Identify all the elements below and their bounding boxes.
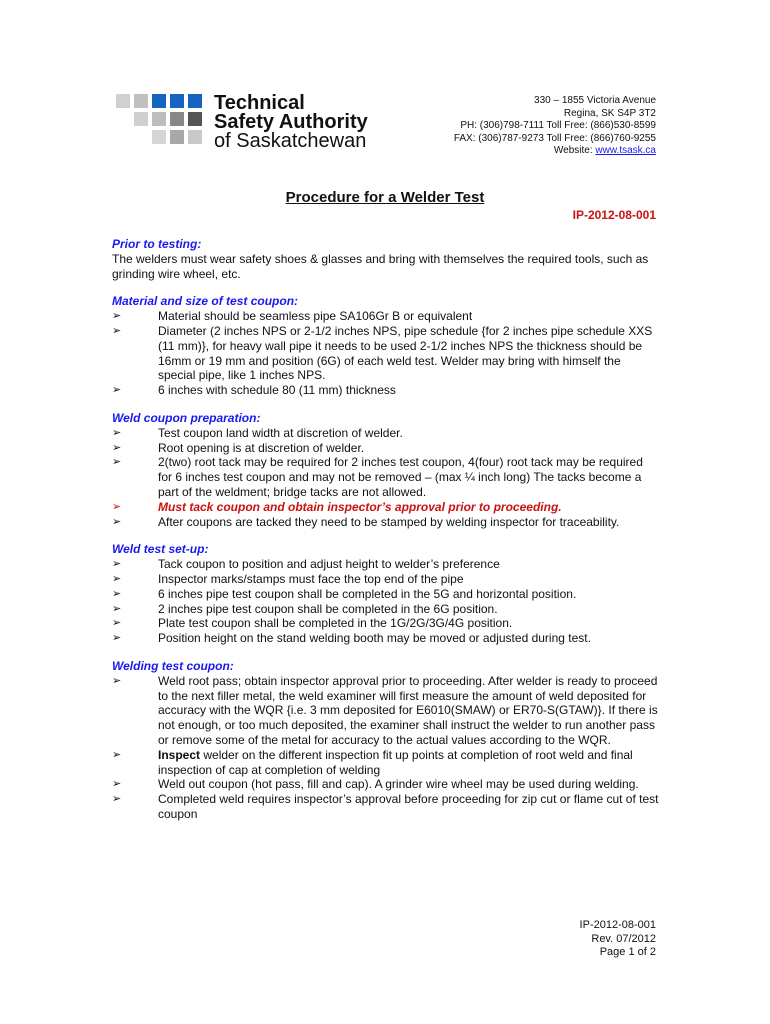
list-item: ➢ 2 inches pipe test coupon shall be completed in the 6G position. [112, 601, 498, 616]
list-item: ➢ Position height on the stand welding booth may be moved or adjusted during test. [112, 631, 591, 646]
logo-line-3: of Saskatchewan [214, 130, 367, 152]
list-item: ➢ Inspect welder on the different inspection fit up points at completion of root weld and final inspection of cap at completion of welding [112, 747, 633, 777]
logo-text [214, 94, 368, 151]
section-heading-prep: Weld coupon preparation: [112, 410, 261, 425]
list-item: ➢ Completed weld requires inspector’s approval before proceeding for zip cut or flame cut of test coupon [112, 792, 659, 821]
arrow-bullet-icon: ➢ [112, 441, 122, 454]
footer-revision: Rev. 07/2012 [591, 932, 656, 945]
address-fax: FAX: (306)787-9273 Toll Free: (866)760-9255 [453, 132, 656, 144]
list-item: ➢ Weld root pass; obtain inspector approval prior to proceeding. After welder is ready to proceed to the next filler metal, the weld examiner will first measure the amount of weld deposited for accuracy with the WQR {i.e. 3 mm deposited for E6010(SMAW) or ER70-S(GTAW)}. If there is not enough, or too much deposited, the examiner shall instruct the welder to run another pass or remove some of the metal for accuracy to the actual values according to the WQR. [112, 673, 658, 747]
section-text-prior: The welders must wear safety shoes & glasses and bring with themselves the required tools, such as grinding wire wheel, etc. [112, 251, 649, 281]
address-website [454, 145, 656, 158]
address-street: 330 – 1855 Victoria Avenue [534, 95, 656, 106]
arrow-bullet-icon: ➢ [112, 558, 122, 571]
document-number: IP-2012-08-001 [572, 208, 656, 222]
arrow-bullet-icon: ➢ [112, 324, 122, 337]
logo-line-1: Technical [214, 92, 305, 114]
list-item: ➢ Plate test coupon shall be completed in the 1G/2G/3G/4G position. [112, 616, 513, 631]
arrow-bullet-icon: ➢ [112, 602, 122, 615]
address-block [454, 95, 656, 158]
section-heading-material: Material and size of test coupon: [112, 294, 299, 309]
list-item: ➢ Material should be seamless pipe SA106Gr B or equivalent [112, 309, 473, 324]
list-item: ➢ Diameter (2 inches NPS or 2-1/2 inches NPS, pipe schedule {for 2 inches pipe schedule XXS (11 mm)}, for heavy wall pipe it needs to be used 2-1/2 inches NPS the thickness should be 16mm or 19 mm and position (6G) of each weld test. Welder may bring with himself the special pipe, like 1 inches NPS. [112, 323, 653, 383]
section-heading-prior: Prior to testing: [112, 237, 202, 251]
list-item: ➢ Test coupon land width at discretion of welder. [112, 425, 403, 440]
website-link[interactable]: www.tsask.ca [595, 145, 656, 156]
arrow-bullet-icon: ➢ [112, 515, 122, 528]
website-label: Website: [553, 145, 596, 156]
tsask-logo [116, 94, 406, 156]
page-footer [580, 919, 656, 960]
welding-list [112, 674, 660, 822]
list-item: ➢ Tack coupon to position and adjust height to welder’s preference [112, 557, 500, 572]
list-item: ➢ 2(two) root tack may be required for 2 inches test coupon, 4(four) root tack may be required for 6 inches test coupon and may not be removed – (max ¼ inch long) The tacks become a part of the weldment; bridge tacks are not allowed. [112, 455, 643, 499]
list-item-warning: ➢ Must tack coupon and obtain inspector’s approval prior to proceeding. [112, 499, 562, 514]
logo-line-2: Safety Authority [214, 111, 368, 133]
material-list [112, 309, 660, 398]
setup-list [112, 557, 660, 646]
arrow-bullet-icon: ➢ [112, 587, 122, 600]
arrow-bullet-icon: ➢ [112, 384, 122, 397]
arrow-bullet-icon: ➢ [112, 632, 122, 645]
list-item: ➢ 6 inches pipe test coupon shall be completed in the 5G and horizontal position. [112, 586, 577, 601]
arrow-bullet-icon: ➢ [112, 456, 122, 469]
address-city: Regina, SK S4P 3T2 [563, 107, 656, 119]
arrow-bullet-icon: ➢ [112, 748, 122, 761]
arrow-bullet-icon: ➢ [112, 500, 122, 513]
section-heading-welding: Welding test coupon: [112, 658, 234, 673]
arrow-bullet-icon: ➢ [112, 778, 122, 791]
list-item: ➢ After coupons are tacked they need to be stamped by welding inspector for traceability. [112, 514, 620, 529]
section-heading-setup: Weld test set-up: [112, 542, 209, 557]
prep-list [112, 426, 660, 530]
arrow-bullet-icon: ➢ [112, 617, 122, 630]
footer-page-number: Page 1 of 2 [599, 946, 656, 958]
footer-doc-number: IP-2012-08-001 [579, 919, 656, 931]
arrow-bullet-icon: ➢ [112, 674, 122, 687]
document-title: Procedure for a Welder Test [285, 189, 485, 206]
arrow-bullet-icon: ➢ [112, 426, 122, 439]
document-body [112, 237, 660, 822]
list-item: ➢ Weld out coupon (hot pass, fill and cap). A grinder wire wheel may be used during welding. [112, 777, 639, 792]
list-item: ➢ 6 inches with schedule 80 (11 mm) thickness [112, 383, 396, 398]
address-phone: PH: (306)798-7111 Toll Free: (866)530-8599 [460, 120, 656, 131]
arrow-bullet-icon: ➢ [112, 572, 122, 585]
arrow-bullet-icon: ➢ [112, 793, 122, 806]
arrow-bullet-icon: ➢ [112, 310, 122, 323]
list-item: ➢ Inspector marks/stamps must face the top end of the pipe [112, 571, 464, 586]
list-item: ➢ Root opening is at discretion of welder. [112, 440, 365, 455]
